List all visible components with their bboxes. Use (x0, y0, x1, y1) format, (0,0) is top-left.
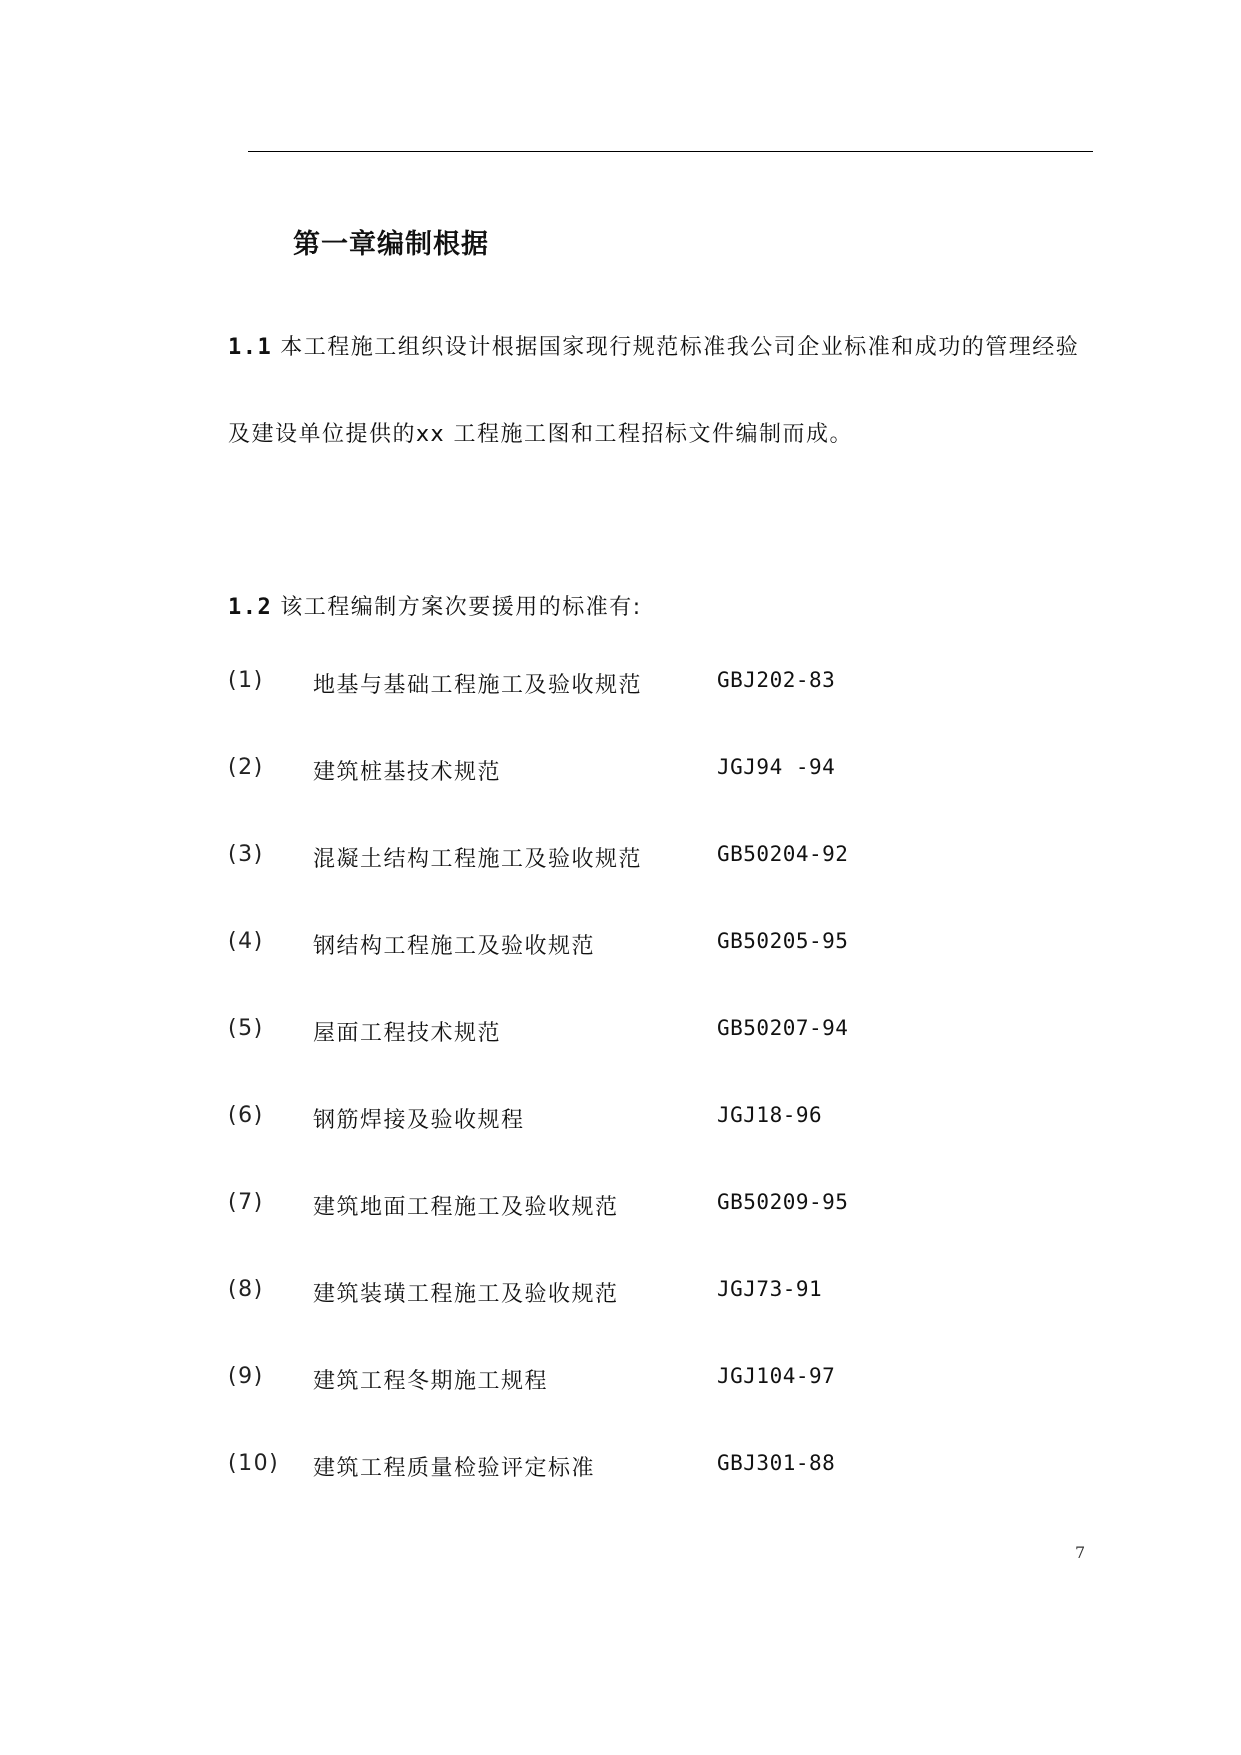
standard-index: (10) (228, 1451, 280, 1476)
standard-code: JGJ104-97 (717, 1364, 836, 1388)
standard-code: GBJ202-83 (717, 668, 836, 692)
chapter-title: 第一章编制根据 (293, 229, 489, 260)
standard-name: 建筑地面工程施工及验收规范 (313, 1195, 619, 1220)
standard-code: GB50205-95 (717, 929, 849, 953)
standard-code: GB50204-92 (717, 842, 849, 866)
standard-code: JGJ73-91 (717, 1277, 823, 1301)
standard-name: 钢结构工程施工及验收规范 (313, 934, 596, 959)
standard-name: 建筑工程质量检验评定标准 (313, 1456, 596, 1481)
standard-row-1 (0, 668, 1241, 708)
standard-index: (1) (228, 668, 264, 693)
standard-row-4 (0, 929, 1241, 969)
standard-index: (6) (228, 1103, 264, 1128)
section-1-1-line-2: 及建设单位提供的xx 工程施工图和工程招标文件编制而成。 (228, 422, 854, 447)
header-rule (248, 151, 1093, 152)
standard-code: JGJ94 -94 (717, 755, 836, 779)
standard-row-9 (0, 1364, 1241, 1404)
standard-name: 钢筋焊接及验收规程 (313, 1108, 525, 1133)
standard-row-7 (0, 1190, 1241, 1230)
standard-name: 建筑工程冬期施工规程 (313, 1369, 549, 1394)
standard-row-8 (0, 1277, 1241, 1317)
page-number: 7 (1075, 1543, 1086, 1562)
section-1-1-number: 1.1 (228, 335, 273, 360)
standard-row-10 (0, 1451, 1241, 1491)
section-1-2 (228, 590, 642, 621)
standard-index: (7) (228, 1190, 264, 1215)
standard-name: 建筑桩基技术规范 (313, 760, 502, 785)
section-1-1-line-1 (228, 330, 1079, 361)
standard-name: 地基与基础工程施工及验收规范 (313, 673, 643, 698)
standard-code: GBJ301-88 (717, 1451, 836, 1475)
standard-index: (3) (228, 842, 264, 867)
standard-code: GB50209-95 (717, 1190, 849, 1214)
standard-name: 混凝土结构工程施工及验收规范 (313, 847, 643, 872)
standard-index: (9) (228, 1364, 264, 1389)
standard-row-2 (0, 755, 1241, 795)
section-1-1-text: 本工程施工组织设计根据国家现行规范标准我公司企业标准和成功的管理经验 (280, 335, 1080, 360)
section-1-2-text: 该工程编制方案次要援用的标准有: (280, 595, 642, 620)
standard-row-3 (0, 842, 1241, 882)
standard-name: 建筑装璜工程施工及验收规范 (313, 1282, 619, 1307)
standard-row-5 (0, 1016, 1241, 1056)
standard-row-6 (0, 1103, 1241, 1143)
section-1-2-number: 1.2 (228, 595, 273, 620)
standard-index: (5) (228, 1016, 264, 1041)
standard-code: JGJ18-96 (717, 1103, 823, 1127)
standard-code: GB50207-94 (717, 1016, 849, 1040)
standard-index: (8) (228, 1277, 264, 1302)
standard-index: (2) (228, 755, 264, 780)
standard-index: (4) (228, 929, 264, 954)
standard-name: 屋面工程技术规范 (313, 1021, 502, 1046)
